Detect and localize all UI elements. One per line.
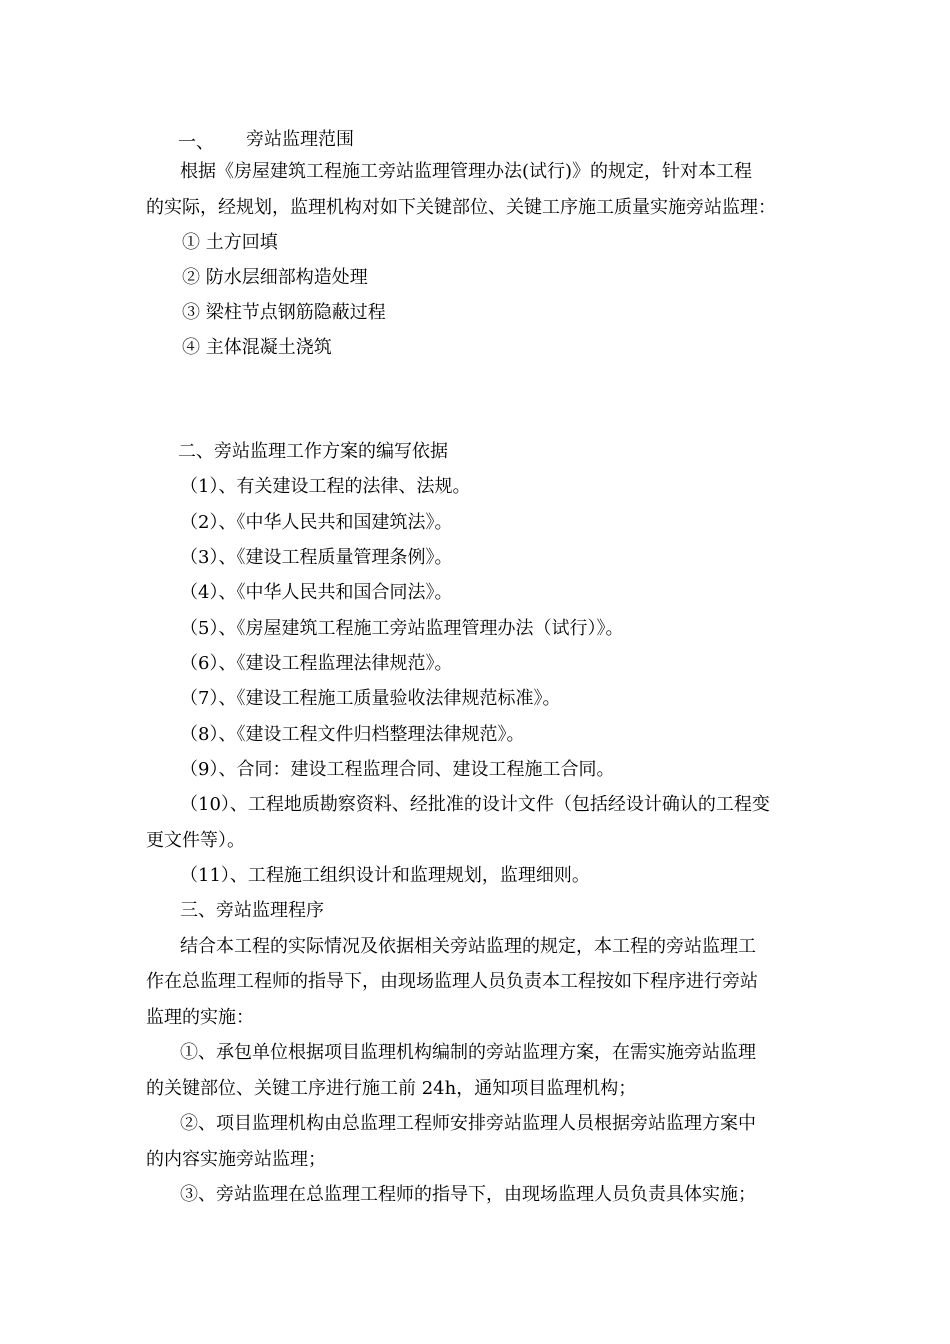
section1-item-2: ② 防水层细部构造处理 [182, 267, 368, 288]
section2-title: 二、旁站监理工作方案的编写依据 [178, 441, 448, 462]
section2-item-8: （8）、《建设工程文件归档整理法律规范》。 [180, 724, 525, 745]
section1-item-4: ④ 主体混凝土浇筑 [182, 337, 332, 358]
section3-paragraph-line3: 监理的实施： [146, 1007, 254, 1028]
section2-item-1: （1）、有关建设工程的法律、法规。 [180, 476, 471, 497]
section1-paragraph-line2: 的实际，经规划，监理机构对如下关键部位、关键工序施工质量实施旁站监理： [146, 197, 776, 218]
section2-item-10-line1: （10）、工程地质勘察资料、经批准的设计文件（包括经设计确认的工程变 [180, 794, 770, 815]
section3-paragraph-line2: 作在总监理工程师的指导下，由现场监理人员负责本工程按如下程序进行旁站 [146, 971, 758, 992]
section3-step1-line1: ①、承包单位根据项目监理机构编制的旁站监理方案，在需实施旁站监理 [180, 1042, 756, 1063]
section1-title: 旁站监理范围 [246, 129, 354, 150]
section1-item-3: ③ 梁柱节点钢筋隐蔽过程 [182, 302, 386, 323]
section2-item-5: （5）、《房屋建筑工程施工旁站监理管理办法（试行）》。 [180, 618, 624, 639]
section1-paragraph-line1: 根据《房屋建筑工程施工旁站监理管理办法(试行)》的规定，针对本工程 [180, 161, 753, 182]
section3-title: 三、旁站监理程序 [180, 900, 324, 921]
section2-item-3: （3）、《建设工程质量管理条例》。 [180, 547, 453, 568]
section2-item-6: （6）、《建设工程监理法律规范》。 [180, 653, 453, 674]
section1-number: 一、 [178, 132, 214, 153]
section2-item-10-line2: 更文件等）。 [146, 830, 245, 851]
section3-paragraph-line1: 结合本工程的实际情况及依据相关旁站监理的规定，本工程的旁站监理工 [180, 936, 756, 957]
section2-item-4: （4）、《中华人民共和国合同法》。 [180, 582, 453, 603]
section3-step2-line2: 的内容实施旁站监理； [146, 1149, 326, 1170]
section2-item-11: （11）、工程施工组织设计和监理规划，监理细则。 [180, 865, 590, 886]
section3-step3: ③、旁站监理在总监理工程师的指导下，由现场监理人员负责具体实施； [180, 1184, 756, 1205]
section2-item-2: （2）、《中华人民共和国建筑法》。 [180, 512, 453, 533]
section2-item-9: （9）、合同：建设工程监理合同、建设工程施工合同。 [180, 759, 615, 780]
section3-step2-line1: ②、项目监理机构由总监理工程师安排旁站监理人员根据旁站监理方案中 [180, 1113, 756, 1134]
section3-step1-line2: 的关键部位、关键工序进行施工前 24h，通知项目监理机构； [146, 1078, 637, 1099]
section2-item-7: （7）、《建设工程施工质量验收法律规范标准》。 [180, 688, 561, 709]
section1-item-1: ① 土方回填 [182, 232, 278, 253]
